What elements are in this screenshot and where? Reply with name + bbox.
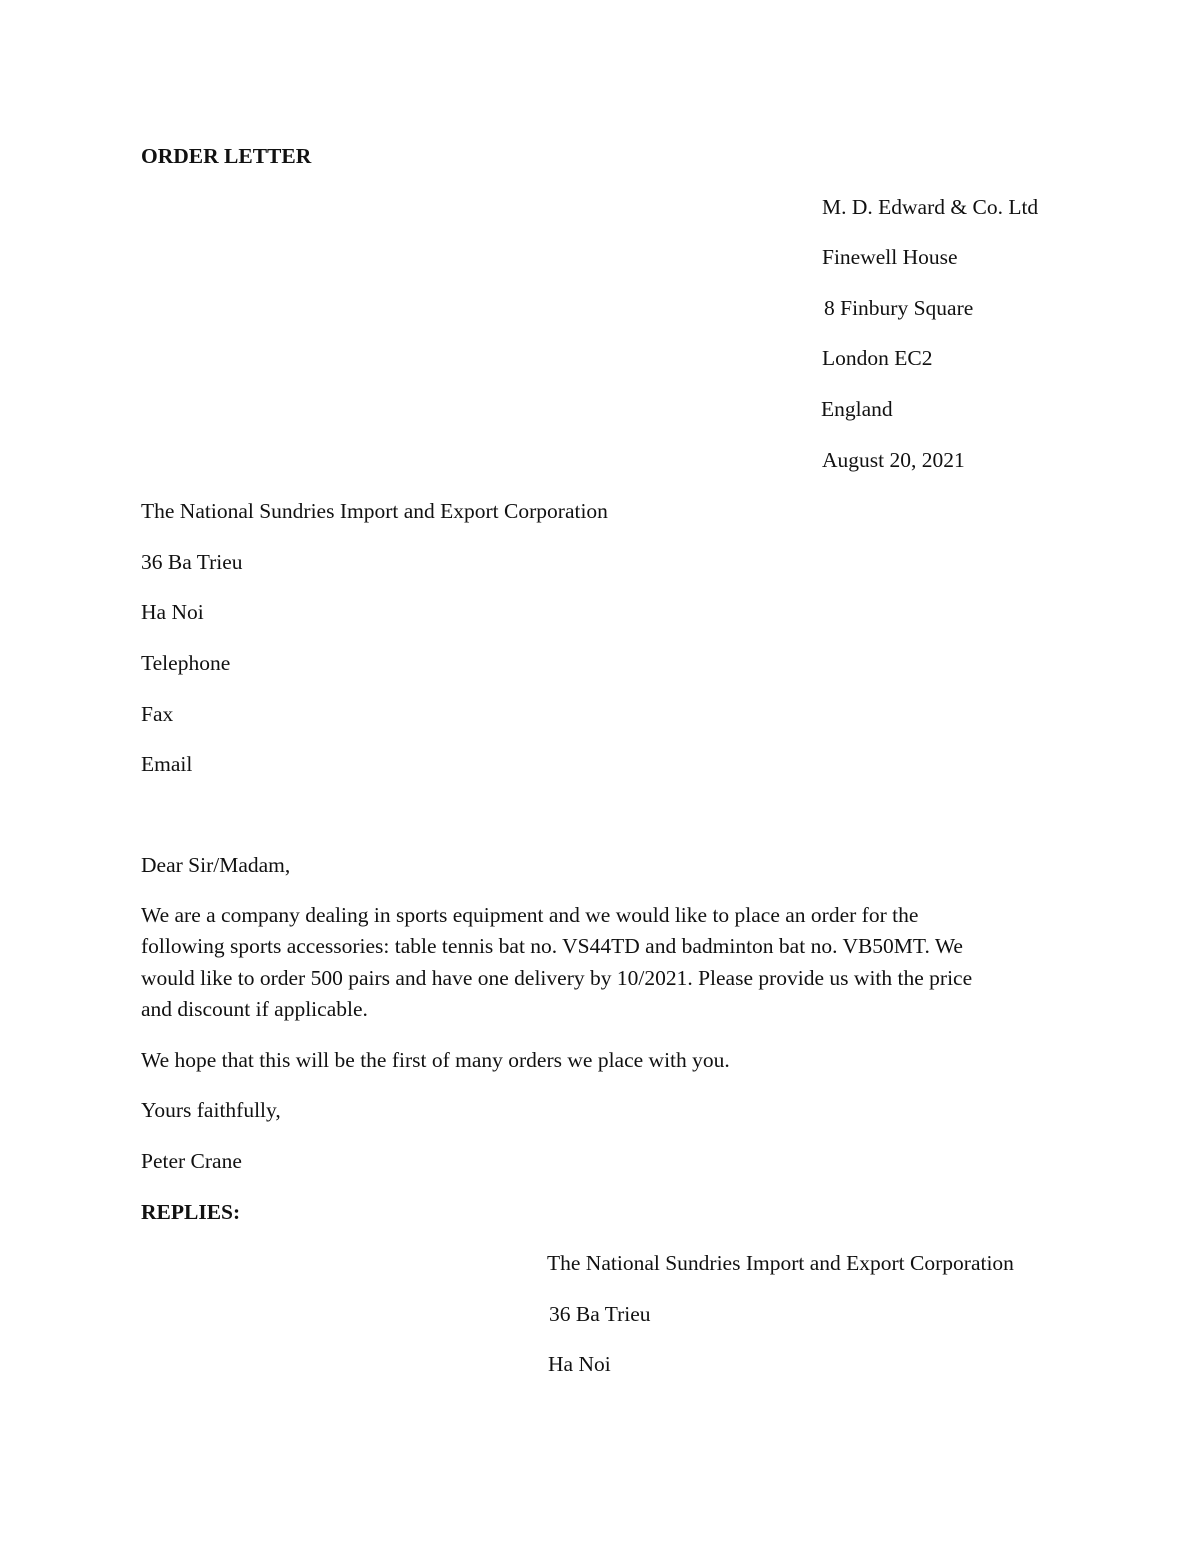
- sender-street: 8 Finbury Square: [824, 296, 974, 320]
- paragraph-line: and discount if applicable.: [141, 997, 368, 1021]
- replies-company: The National Sundries Import and Export Corporation: [547, 1251, 1014, 1275]
- recipient-email-label: Email: [141, 752, 193, 776]
- recipient-company: The National Sundries Import and Export Corporation: [141, 499, 608, 523]
- paragraph-line: We are a company dealing in sports equipment and we would like to place an order for the: [141, 903, 919, 927]
- body-paragraph-2: We hope that this will be the first of many orders we place with you.: [141, 1048, 730, 1072]
- paragraph-line: following sports accessories: table tennis bat no. VS44TD and badminton bat no. VB50MT. We: [141, 934, 963, 958]
- recipient-telephone-label: Telephone: [141, 651, 231, 675]
- salutation: Dear Sir/Madam,: [141, 853, 291, 877]
- replies-street: 36 Ba Trieu: [549, 1302, 651, 1326]
- letter-date: August 20, 2021: [822, 448, 965, 472]
- recipient-fax-label: Fax: [141, 702, 174, 726]
- sender-city: London EC2: [822, 346, 933, 370]
- replies-city: Ha Noi: [548, 1352, 611, 1376]
- recipient-street: 36 Ba Trieu: [141, 550, 243, 574]
- recipient-city: Ha Noi: [141, 600, 204, 624]
- paragraph-line: would like to order 500 pairs and have one delivery by 10/2021. Please provide us with the price: [141, 966, 973, 990]
- closing: Yours faithfully,: [141, 1098, 281, 1122]
- sender-company: M. D. Edward & Co. Ltd: [822, 195, 1039, 219]
- sender-building: Finewell House: [822, 245, 958, 269]
- letter-title: ORDER LETTER: [141, 144, 312, 168]
- sender-country: England: [821, 397, 893, 421]
- replies-heading: REPLIES:: [141, 1200, 241, 1224]
- signature-name: Peter Crane: [141, 1149, 242, 1173]
